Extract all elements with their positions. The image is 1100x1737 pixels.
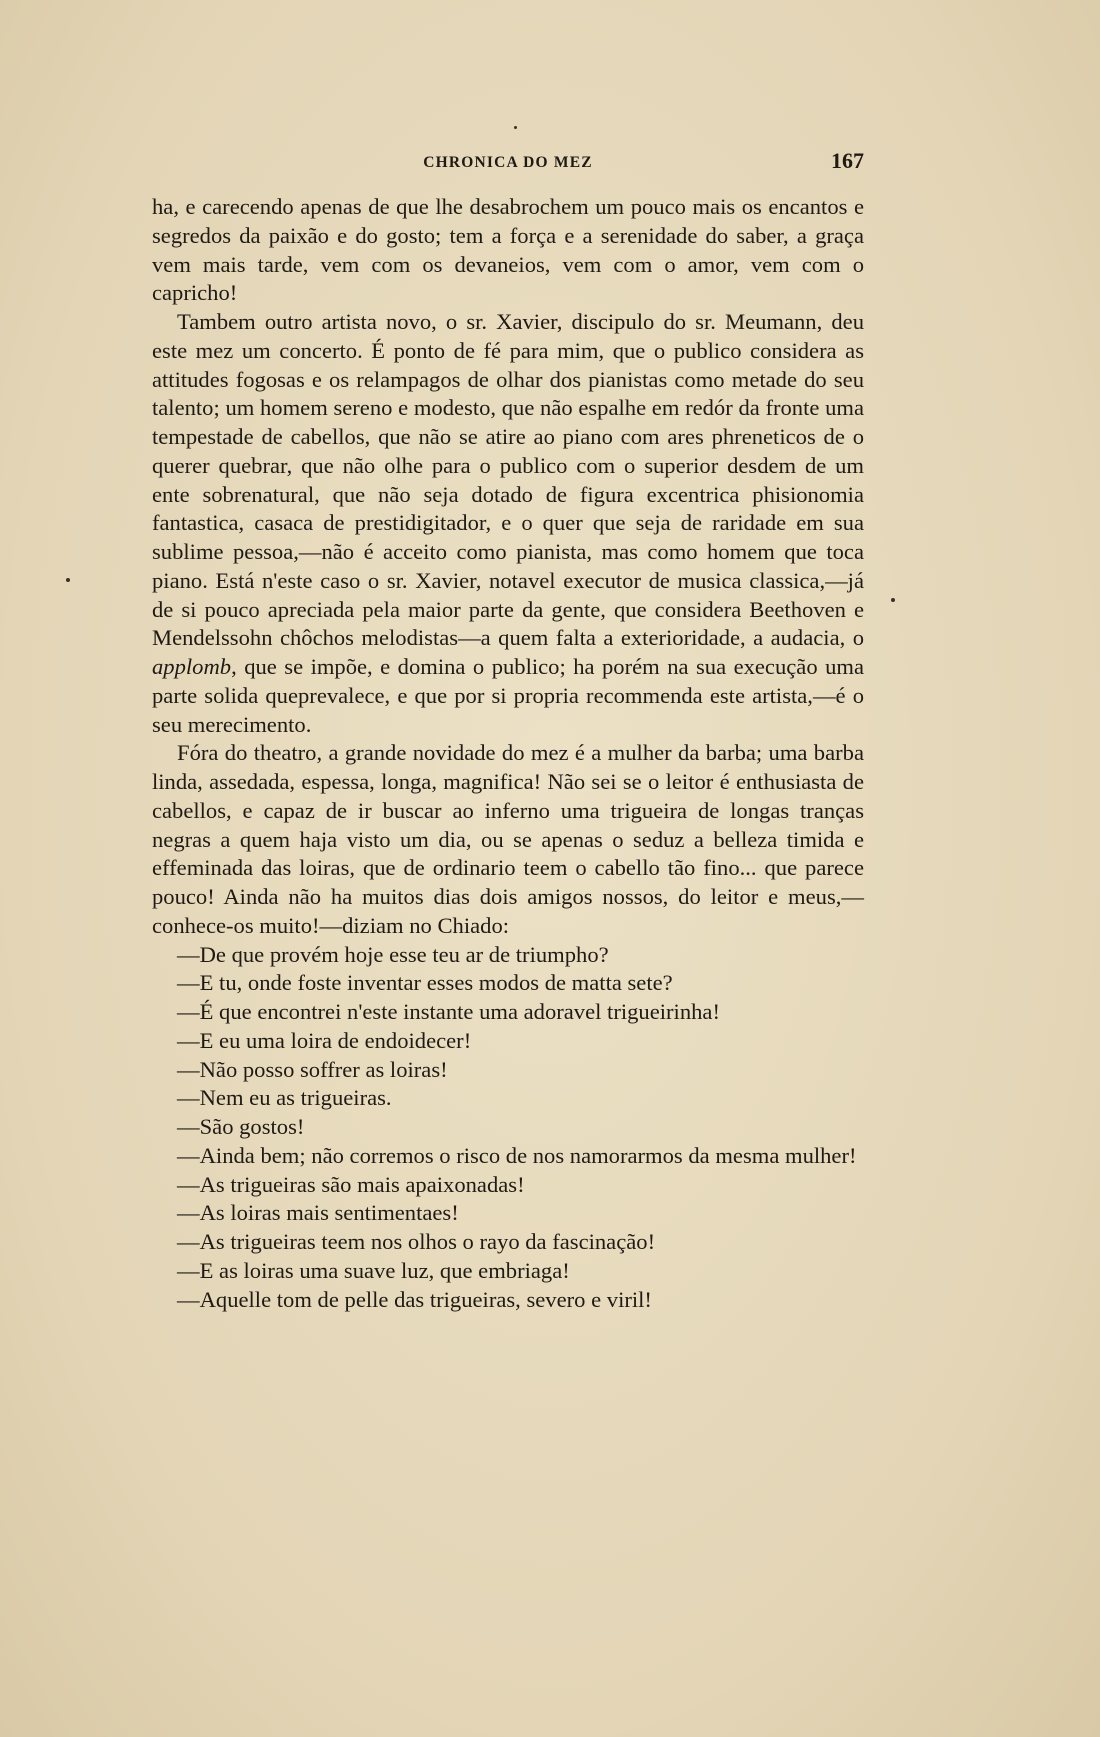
paragraph: ha, e carecendo apenas de que lhe desabrochem um pouco mais os encantos e segredos da paixão e do gosto; tem a força e a serenidade do saber, a graça vem mais tarde, vem com os devaneios, vem com o amor, vem com o capricho! xyxy=(152,194,864,306)
paragraph: Fóra do theatro, a grande novidade do mez é a mulher da barba; uma barba linda, assedada, espessa, longa, magnifica! Não sei se o leitor é enthusiasta de cabellos, e capaz de ir buscar ao inferno uma trigueira de longas tranças negras a quem haja visto um dia, ou se apenas o seduz a belleza timida e effeminada das loiras, que de ordinario teem o cabello tão fino... que parece pouco! Ainda não ha muitos dias dois amigos nossos, do leitor e meus,—conhece-os muito!—diziam no Chiado: xyxy=(152,740,864,938)
dialogue-line: —E eu uma loira de endoidecer! xyxy=(177,1027,472,1053)
body-text xyxy=(152,193,864,1314)
dialogue-line: —É que encontrei n'este instante uma adoravel trigueirinha! xyxy=(177,999,720,1024)
dialogue-line: —São gostos! xyxy=(177,1114,305,1139)
dialogue-line: —Nem eu as trigueiras. xyxy=(177,1085,392,1111)
italic-term: applomb xyxy=(152,654,232,679)
paragraph-text: , que se impõe, e domina o publico; ha porém na sua execução uma parte solida queprevalece, e que por si propria recommenda este artista,—é o seu merecimento. xyxy=(152,654,864,737)
paragraph-text: Tambem outro artista novo, o sr. Xavier, discipulo do sr. Meumann, deu este mez um concerto. É ponto de fé para mim, que o publico considera as attitudes fogosas e os relampagos de olhar dos pianistas como metade do seu talento; um homem sereno e modesto, que não espalhe em redór da fronte uma tempestade de cabellos, que não se atire ao piano com ares phreneticos de o querer quebrar, que não olhe para o publico com o superior desdem de um ente sobrenatural, que não seja dotado de figura excentrica phisionomia fantastica, casaca de prestidigitador, e o quer que seja de raridade em sua sublime pessoa,—não é acceito como pianista, mas como homem que toca piano. Está n'este caso o sr. Xavier, notavel executor de musica classica,—já de si pouco apreciada pela maior parte da gente, que considera Beethoven e Mendelssohn chôchos melodistas—a quem falta a exterioridade, a audacia, o xyxy=(152,309,864,651)
dialogue-line: —Aquelle tom de pelle das trigueiras, severo e viril! xyxy=(177,1286,652,1312)
paper-speck xyxy=(891,598,895,602)
page-number: 167 xyxy=(831,148,864,173)
dialogue-line: —Não posso soffrer as loiras! xyxy=(177,1056,448,1082)
page-header xyxy=(152,148,864,178)
dialogue-line: —As trigueiras teem nos olhos o rayo da fascinação! xyxy=(177,1229,656,1254)
paper-speck xyxy=(66,578,70,582)
paper-speck xyxy=(514,126,517,129)
running-title: CHRONICA DO MEZ xyxy=(423,154,593,171)
paragraph xyxy=(152,308,864,739)
dialogue-line: —E as loiras uma suave luz, que embriaga! xyxy=(177,1257,570,1283)
dialogue-line: —E tu, onde foste inventar esses modos de matta sete? xyxy=(177,970,673,996)
dialogue-line: —De que provém hoje esse teu ar de triumpho? xyxy=(177,941,609,967)
dialogue-line: —As loiras mais sentimentaes! xyxy=(177,1200,459,1226)
dialogue-line: —As trigueiras são mais apaixonadas! xyxy=(177,1171,525,1197)
dialogue-line: —Ainda bem; não corremos o risco de nos namorarmos da mesma mulher! xyxy=(177,1142,857,1168)
